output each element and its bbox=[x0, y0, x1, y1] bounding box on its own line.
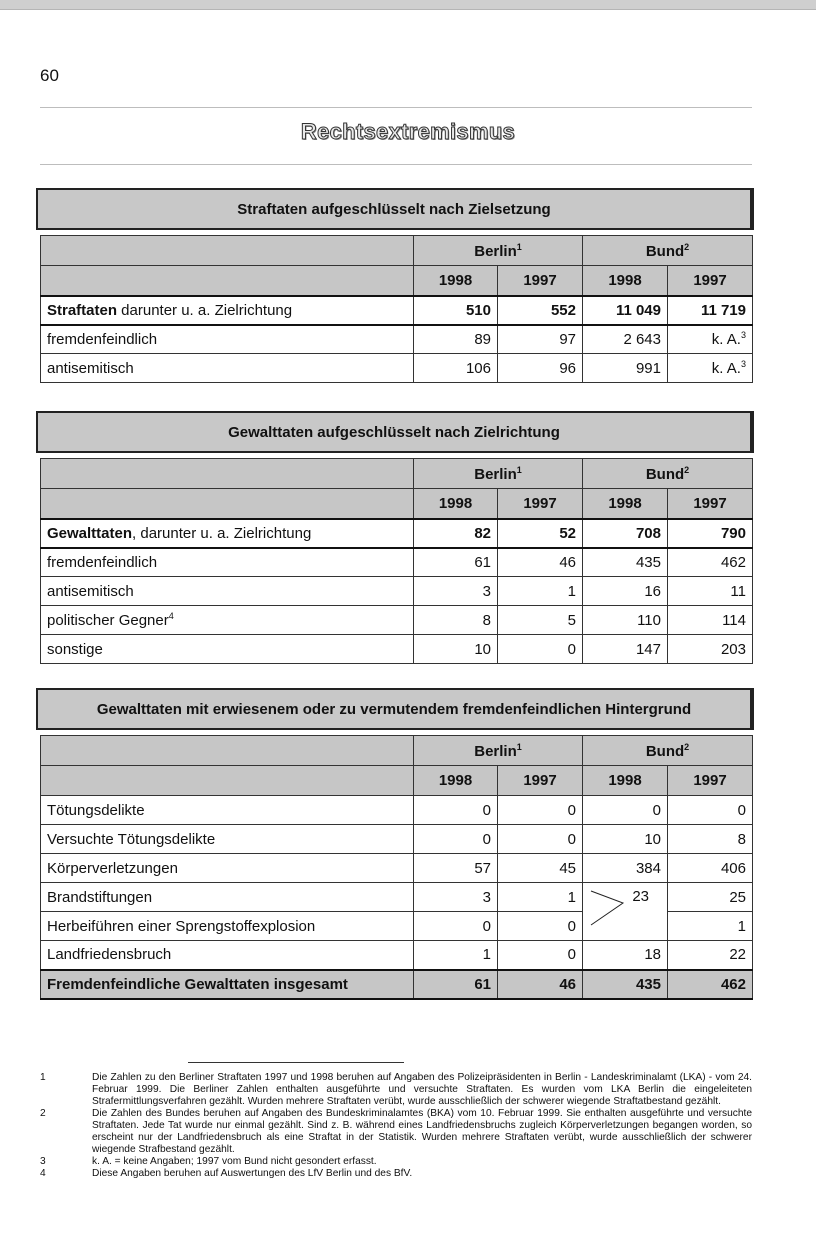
table2-header-years bbox=[41, 489, 753, 519]
footnote bbox=[40, 1156, 752, 1168]
header-berlin: Berlin$^1$ bbox=[414, 736, 583, 766]
cell-bund-1998: 16 bbox=[583, 577, 668, 606]
row-label: Versuchte Tötungsdelikte bbox=[41, 825, 414, 854]
cell-berlin-1997: 1 bbox=[498, 577, 583, 606]
cell-berlin-1998: 510 bbox=[414, 296, 498, 325]
cell-bund-1997: 0 bbox=[668, 796, 753, 825]
cell-berlin-1997: 1 bbox=[498, 883, 583, 912]
cell-bund-1998: 110 bbox=[583, 606, 668, 635]
header-year: 1998 bbox=[414, 266, 498, 296]
cell-bund-1998: 0 bbox=[583, 796, 668, 825]
header-year: 1997 bbox=[668, 766, 753, 796]
header-blank bbox=[41, 236, 414, 266]
header-year: 1997 bbox=[498, 766, 583, 796]
table3-header-years bbox=[41, 766, 753, 796]
table2-header-region bbox=[41, 459, 753, 489]
header-blank bbox=[41, 766, 414, 796]
total-berlin-1998: 61 bbox=[414, 970, 498, 999]
table-row bbox=[41, 296, 753, 325]
cell-berlin-1998: 8 bbox=[414, 606, 498, 635]
header-bund: Bund$^2$ bbox=[583, 459, 753, 489]
cell-berlin-1997: 52 bbox=[498, 519, 583, 548]
cell-bund-1997: 462 bbox=[668, 548, 753, 577]
footnote-number: 1 bbox=[40, 1072, 46, 1083]
row-label: Landfriedensbruch bbox=[41, 941, 414, 970]
merged-value: 23 bbox=[632, 888, 649, 905]
cell-berlin-1998: 0 bbox=[414, 825, 498, 854]
table2 bbox=[40, 458, 753, 664]
cell-bund-1998: 10 bbox=[583, 825, 668, 854]
header-blank bbox=[41, 266, 414, 296]
header-year: 1998 bbox=[583, 489, 668, 519]
header-year: 1997 bbox=[668, 489, 753, 519]
cell-berlin-1997: 46 bbox=[498, 548, 583, 577]
cell-berlin-1997: 0 bbox=[498, 912, 583, 941]
cell-berlin-1998: 57 bbox=[414, 854, 498, 883]
table-row bbox=[41, 325, 753, 354]
header-berlin: Berlin$^1$ bbox=[414, 459, 583, 489]
row-label: Gewalttaten, darunter u. a. Zielrichtung bbox=[41, 519, 414, 548]
table3 bbox=[40, 735, 753, 1000]
table1-header-region bbox=[41, 236, 753, 266]
footnote-text: Die Zahlen des Bundes beruhen auf Angaben des Bundeskriminalamtes (BKA) vom 10. Februar 1999. Sie enthalten ausgeführte und versuchte Straftaten. Jede Tat wurde nur einmal gezählt. Sind z. B. während eines Landfriedensbruchs zugleich Körperverletzungen begangen worden, so erscheint nur der Landfriedensbruch als eine Straftat in der Statistik. Wurden mehrere Straftaten verübt, wurde ausschließlich der schwerer wiegende Strafbestand gezählt. bbox=[92, 1108, 752, 1155]
row-label: antisemitisch bbox=[41, 577, 414, 606]
header-year: 1997 bbox=[668, 266, 753, 296]
cell-berlin-1998: 0 bbox=[414, 796, 498, 825]
cell-bund-1997: 406 bbox=[668, 854, 753, 883]
cell-berlin-1997: 552 bbox=[498, 296, 583, 325]
cell-berlin-1997: 0 bbox=[498, 941, 583, 970]
cell-bund-1997: 25 bbox=[668, 883, 753, 912]
total-label: Fremdenfeindliche Gewalttaten insgesamt bbox=[41, 970, 414, 999]
heading-rule-bottom bbox=[40, 164, 752, 165]
table-row bbox=[41, 883, 753, 912]
footnote-text: Diese Angaben beruhen auf Auswertungen des LfV Berlin und des BfV. bbox=[92, 1168, 413, 1179]
row-label: Tötungsdelikte bbox=[41, 796, 414, 825]
cell-berlin-1997: 0 bbox=[498, 825, 583, 854]
footnote-number: 4 bbox=[40, 1168, 46, 1179]
cell-berlin-1998: 106 bbox=[414, 354, 498, 383]
total-berlin-1997: 46 bbox=[498, 970, 583, 999]
cell-berlin-1998: 0 bbox=[414, 912, 498, 941]
header-blank bbox=[41, 736, 414, 766]
header-blank bbox=[41, 459, 414, 489]
cell-berlin-1998: 61 bbox=[414, 548, 498, 577]
row-label: fremdenfeindlich bbox=[41, 325, 414, 354]
cell-berlin-1998: 3 bbox=[414, 577, 498, 606]
footnote bbox=[40, 1168, 752, 1180]
table-row bbox=[41, 796, 753, 825]
footnote-number: 2 bbox=[40, 1108, 46, 1119]
table-row bbox=[41, 941, 753, 970]
cell-bund-1997: 203 bbox=[668, 635, 753, 664]
cell-bund-1997: 22 bbox=[668, 941, 753, 970]
cell-berlin-1997: 45 bbox=[498, 854, 583, 883]
footnotes bbox=[40, 1072, 752, 1180]
footnote-rule bbox=[188, 1062, 404, 1063]
cell-bund-1998-merged bbox=[583, 883, 668, 941]
row-label: sonstige bbox=[41, 635, 414, 664]
row-label: Herbeiführen einer Sprengstoffexplosion bbox=[41, 912, 414, 941]
row-label: politischer Gegner$^4$ bbox=[41, 606, 414, 635]
cell-bund-1997: 8 bbox=[668, 825, 753, 854]
footnote bbox=[40, 1072, 752, 1108]
cell-bund-1997: 11 719 bbox=[668, 296, 753, 325]
total-bund-1997: 462 bbox=[668, 970, 753, 999]
cell-bund-1997: 790 bbox=[668, 519, 753, 548]
cell-bund-1997: k. A.$^3$ bbox=[668, 354, 753, 383]
footnote bbox=[40, 1108, 752, 1156]
cell-berlin-1998: 10 bbox=[414, 635, 498, 664]
footnote-text: Die Zahlen zu den Berliner Straftaten 1997 und 1998 beruhen auf Angaben des Polizeipräsidenten in Berlin - Landeskriminalamt (LKA) - vom 24. Februar 1999. Die Berliner Zahlen enthalten ausgeführte und versuchte Straftaten. Es wurden vom LKA Berlin die eingeleiteten Strafermittlungsverfahren gezählt. Wurden mehrere Straftaten verübt, wurde ausschließlich der schwerer wiegende Straftatbestand gezählt. bbox=[92, 1072, 752, 1107]
header-year: 1998 bbox=[583, 766, 668, 796]
table-row bbox=[41, 825, 753, 854]
cell-bund-1998: 18 bbox=[583, 941, 668, 970]
header-year: 1998 bbox=[414, 489, 498, 519]
footnote-number: 3 bbox=[40, 1156, 46, 1167]
table-total-row bbox=[41, 970, 753, 999]
header-berlin: Berlin$^1$ bbox=[414, 236, 583, 266]
table-row bbox=[41, 354, 753, 383]
cell-bund-1998: 147 bbox=[583, 635, 668, 664]
table-row bbox=[41, 519, 753, 548]
header-blank bbox=[41, 489, 414, 519]
cell-bund-1997: k. A.$^3$ bbox=[668, 325, 753, 354]
cell-berlin-1998: 3 bbox=[414, 883, 498, 912]
row-label: antisemitisch bbox=[41, 354, 414, 383]
table-row bbox=[41, 548, 753, 577]
cell-bund-1998: 991 bbox=[583, 354, 668, 383]
table1-title: Straftaten aufgeschlüsselt nach Zielsetzung bbox=[36, 188, 754, 230]
row-label: Straftaten darunter u. a. Zielrichtung bbox=[41, 296, 414, 325]
row-label: Körperverletzungen bbox=[41, 854, 414, 883]
table-row bbox=[41, 577, 753, 606]
cell-berlin-1997: 96 bbox=[498, 354, 583, 383]
table3-header-region bbox=[41, 736, 753, 766]
table1 bbox=[40, 235, 753, 383]
cell-bund-1997: 1 bbox=[668, 912, 753, 941]
merge-bracket-icon bbox=[583, 883, 667, 941]
header-year: 1998 bbox=[583, 266, 668, 296]
row-label: Brandstiftungen bbox=[41, 883, 414, 912]
table-row bbox=[41, 854, 753, 883]
header-year: 1997 bbox=[498, 489, 583, 519]
table3-title: Gewalttaten mit erwiesenem oder zu vermutendem fremdenfeindlichen Hintergrund bbox=[36, 688, 754, 730]
header-year: 1998 bbox=[414, 766, 498, 796]
page-number: 60 bbox=[40, 66, 59, 85]
table-row bbox=[41, 635, 753, 664]
cell-berlin-1998: 89 bbox=[414, 325, 498, 354]
cell-berlin-1997: 0 bbox=[498, 796, 583, 825]
header-bund: Bund$^2$ bbox=[583, 236, 753, 266]
heading-rule-top bbox=[40, 107, 752, 108]
cell-berlin-1998: 1 bbox=[414, 941, 498, 970]
row-label: fremdenfeindlich bbox=[41, 548, 414, 577]
table-row bbox=[41, 606, 753, 635]
cell-bund-1998: 435 bbox=[583, 548, 668, 577]
cell-bund-1997: 11 bbox=[668, 577, 753, 606]
scan-top-edge bbox=[0, 0, 816, 10]
cell-berlin-1997: 0 bbox=[498, 635, 583, 664]
cell-bund-1997: 114 bbox=[668, 606, 753, 635]
page-heading: Rechtsextremismus bbox=[300, 119, 516, 144]
header-year: 1997 bbox=[498, 266, 583, 296]
total-bund-1998: 435 bbox=[583, 970, 668, 999]
cell-bund-1998: 384 bbox=[583, 854, 668, 883]
cell-bund-1998: 708 bbox=[583, 519, 668, 548]
table2-title: Gewalttaten aufgeschlüsselt nach Zielrichtung bbox=[36, 411, 754, 453]
cell-berlin-1997: 97 bbox=[498, 325, 583, 354]
cell-bund-1998: 2 643 bbox=[583, 325, 668, 354]
header-bund: Bund$^2$ bbox=[583, 736, 753, 766]
cell-berlin-1997: 5 bbox=[498, 606, 583, 635]
cell-bund-1998: 11 049 bbox=[583, 296, 668, 325]
footnote-text: k. A. = keine Angaben; 1997 vom Bund nicht gesondert erfasst. bbox=[92, 1156, 377, 1167]
cell-berlin-1998: 82 bbox=[414, 519, 498, 548]
table1-header-years bbox=[41, 266, 753, 296]
